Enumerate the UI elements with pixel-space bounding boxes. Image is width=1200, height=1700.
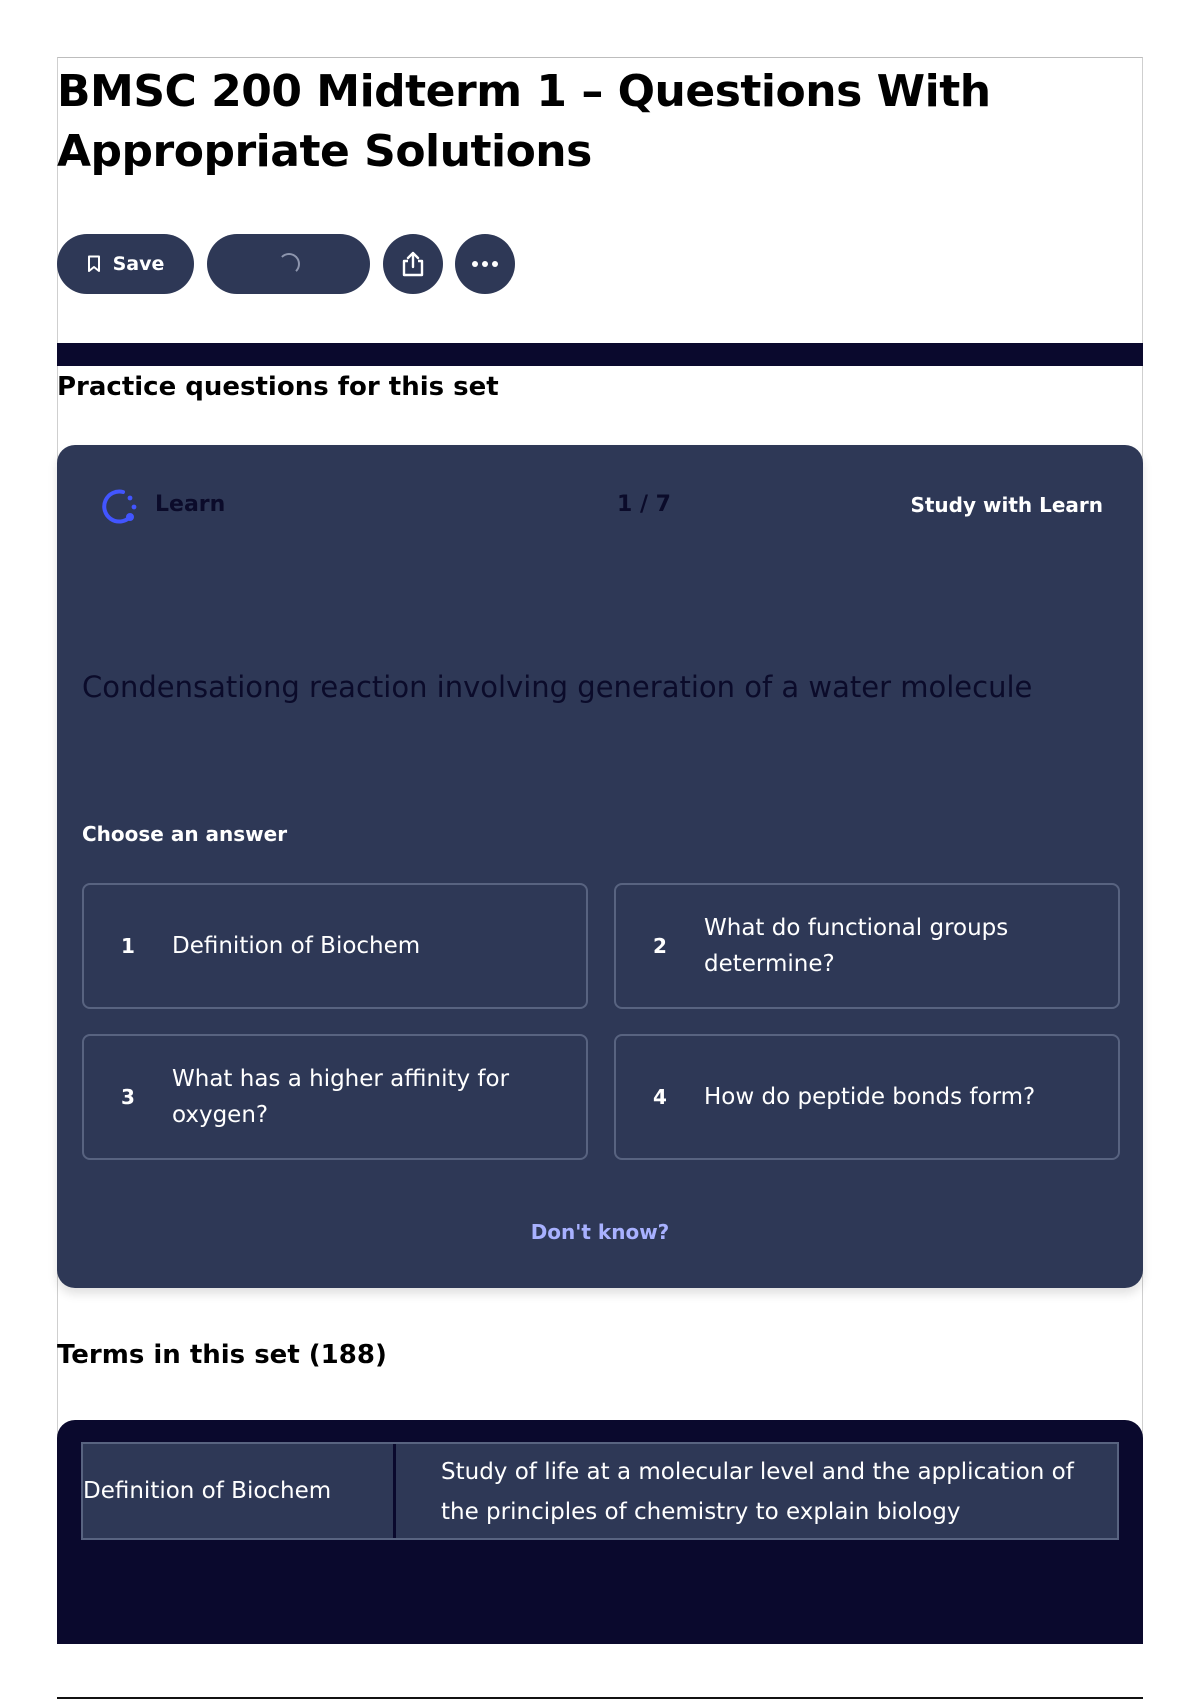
bookmark-icon — [87, 255, 101, 273]
term-divider — [393, 1444, 396, 1538]
answer-text: How do peptide bonds form? — [704, 1084, 1036, 1110]
practice-heading: Practice questions for this set — [57, 372, 499, 402]
page-title-line-2: Appropriate Solutions — [57, 126, 592, 177]
learn-header — [97, 480, 1103, 530]
study-with-learn-link[interactable]: Study with Learn — [910, 493, 1103, 517]
term-row — [81, 1442, 1119, 1540]
header-divider-band — [57, 343, 1143, 366]
learn-card — [57, 445, 1143, 1288]
save-label: Save — [112, 253, 165, 275]
answer-number: 4 — [653, 1085, 667, 1109]
learn-icon — [97, 486, 139, 528]
answer-number: 2 — [653, 934, 667, 958]
answer-option-2[interactable] — [614, 883, 1120, 1009]
share-icon — [400, 250, 426, 278]
bottom-rule — [57, 1697, 1143, 1699]
answer-text: What has a higher affinity for oxygen? — [172, 1066, 510, 1128]
save-button[interactable] — [57, 234, 194, 294]
answer-number: 1 — [121, 934, 135, 958]
term-word: Definition of Biochem — [83, 1478, 332, 1504]
answer-number: 3 — [121, 1085, 135, 1109]
terms-heading: Terms in this set (188) — [57, 1340, 387, 1370]
answer-option-4[interactable] — [614, 1034, 1120, 1160]
term-definition: Study of life at a molecular level and the application of the principles of chemistry to explain biology — [441, 1459, 1074, 1525]
loading-button[interactable] — [207, 234, 370, 294]
answer-text: Definition of Biochem — [172, 933, 421, 959]
answer-option-1[interactable] — [82, 883, 588, 1009]
learn-label: Learn — [155, 492, 226, 517]
share-button[interactable] — [383, 234, 443, 294]
terms-panel — [57, 1420, 1143, 1644]
page-title-line-1: BMSC 200 Midterm 1 – Questions With — [57, 66, 991, 117]
page-title — [57, 62, 1077, 182]
spinner-icon — [278, 253, 300, 275]
answer-text: What do functional groups determine? — [704, 915, 1009, 977]
choose-answer-label: Choose an answer — [82, 822, 288, 846]
dont-know-link[interactable]: Don't know? — [530, 1220, 670, 1244]
question-prompt: Condensationg reaction involving generation of a water molecule — [82, 670, 1033, 704]
answer-option-3[interactable] — [82, 1034, 588, 1160]
more-options-button[interactable] — [455, 234, 515, 294]
question-progress: 1 / 7 — [617, 492, 671, 517]
more-horizontal-icon — [471, 260, 499, 268]
